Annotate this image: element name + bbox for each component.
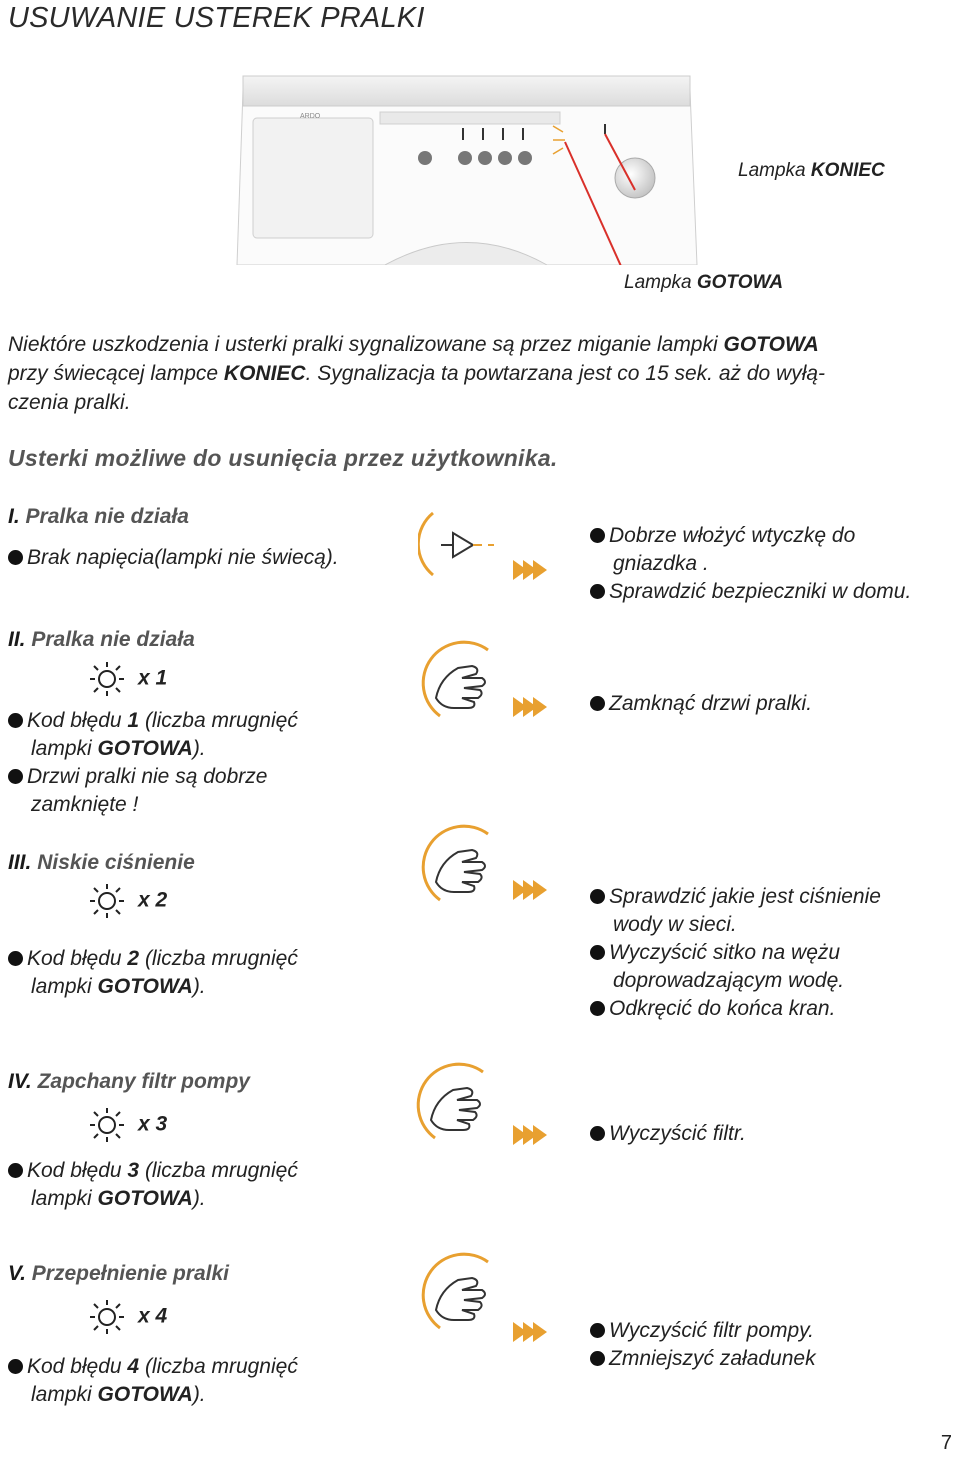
arrow-right-double-icon	[513, 880, 555, 900]
washing-machine-illustration	[235, 70, 700, 265]
section-3-remedy: Sprawdzić jakie jest ciśnienie wody w sieci. Wyczyścić sitko na wężu doprowadzającym wodę. Odkręcić do końca kran.	[590, 883, 881, 1023]
svg-text:ARDO: ARDO	[300, 113, 321, 120]
section-4-title: IV. Zapchany filtr pompy	[8, 1070, 250, 1093]
bullet-icon	[590, 1323, 605, 1338]
arrow-right-double-icon	[513, 697, 555, 717]
section-5-cause: Kod błędu 4 (liczba mrugnięć lampki GOTOWA).	[8, 1353, 298, 1409]
lamp-koniec-label: Lampka KONIEC	[738, 160, 885, 181]
section-4-blink-count: x 3	[90, 1108, 167, 1142]
arrow-right-double-icon	[513, 1322, 555, 1342]
page-title: USUWANIE USTEREK PRALKI	[8, 2, 425, 34]
bullet-icon	[8, 951, 23, 966]
bullet-icon	[8, 713, 23, 728]
bullet-icon	[590, 1351, 605, 1366]
arrow-right-double-icon	[513, 560, 555, 580]
bullet-icon	[590, 584, 605, 599]
plug-icon	[418, 505, 500, 587]
bullet-icon	[8, 1359, 23, 1374]
hand-icon	[410, 1250, 498, 1332]
section-4-remedy: Wyczyścić filtr.	[590, 1120, 746, 1148]
bullet-icon	[8, 550, 23, 565]
blinking-lamp-icon	[90, 884, 124, 918]
section-2-remedy: Zamknąć drzwi pralki.	[590, 690, 812, 718]
bullet-icon	[590, 528, 605, 543]
section-1-title: I. Pralka nie działa	[8, 505, 189, 528]
section-4-cause: Kod błędu 3 (liczba mrugnięć lampki GOTOWA).	[8, 1157, 298, 1213]
bullet-icon	[590, 1001, 605, 1016]
hand-icon	[410, 638, 498, 720]
section-1-remedy: Dobrze włożyć wtyczkę do gniazdka . Sprawdzić bezpieczniki w domu.	[590, 522, 911, 606]
section-5-remedy: Wyczyścić filtr pompy. Zmniejszyć załadunek	[590, 1317, 816, 1373]
section-5-blink-count: x 4	[90, 1300, 167, 1334]
bullet-icon	[8, 769, 23, 784]
bullet-icon	[590, 945, 605, 960]
section-subheading: Usterki możliwe do usunięcia przez użytkownika.	[8, 445, 558, 471]
blinking-lamp-icon	[90, 662, 124, 696]
intro-paragraph: Niektóre uszkodzenia i usterki pralki sygnalizowane są przez miganie lampki GOTOWA przy świecącej lampce KONIEC. Sygnalizacja ta powtarzana jest co 15 sek. aż do wyłą- czenia pralki.	[8, 333, 826, 414]
section-2-cause: Kod błędu 1 (liczba mrugnięć lampki GOTOWA). Drzwi pralki nie są dobrze zamknięte !	[8, 707, 298, 819]
blinking-lamp-icon	[90, 1300, 124, 1334]
bullet-icon	[590, 889, 605, 904]
section-3-title: III. Niskie ciśnienie	[8, 851, 195, 874]
section-3-cause: Kod błędu 2 (liczba mrugnięć lampki GOTOWA).	[8, 945, 298, 1001]
hand-icon	[405, 1060, 493, 1142]
lamp-gotowa-label: Lampka GOTOWA	[624, 272, 784, 293]
section-3-blink-count: x 2	[90, 884, 167, 918]
arrow-right-double-icon	[513, 1125, 555, 1145]
section-2-blink-count: x 1	[90, 662, 167, 696]
bullet-icon	[590, 1126, 605, 1141]
blinking-lamp-icon	[90, 1108, 124, 1142]
bullet-icon	[8, 1163, 23, 1178]
hand-icon	[410, 822, 498, 904]
section-2-title: II. Pralka nie działa	[8, 628, 195, 651]
page-number: 7	[940, 1432, 952, 1454]
section-5-title: V. Przepełnienie pralki	[8, 1262, 230, 1285]
section-1-cause: Brak napięcia(lampki nie świecą).	[8, 544, 339, 572]
bullet-icon	[590, 696, 605, 711]
